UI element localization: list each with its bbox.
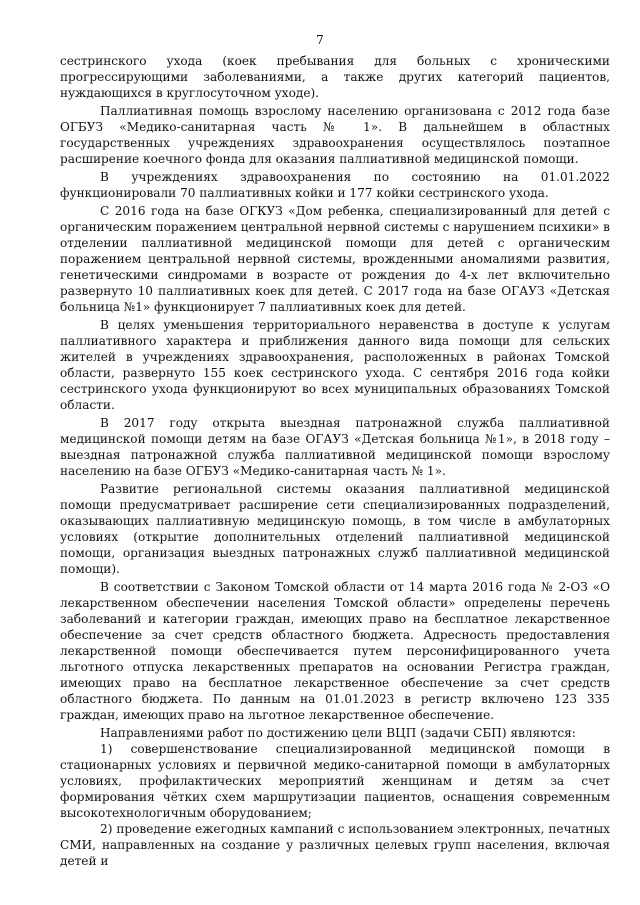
paragraph-work-directions: Направлениями работ по достижению цели ВЦП (задачи СБП) являются: [100, 726, 576, 740]
paragraph-outreach-service: В 2017 году открыта выездная патронажной служба паллиативной медицинской помощи детям на базе ОГАУЗ «Детская больница №1», в 2018 году – выездная патронажной служба паллиативной медицинской помощи взрослому населению на базе ОГБУЗ «Медико-санитарная часть № 1». [60, 416, 610, 478]
paragraph-regional-development: Развитие региональной системы оказания паллиативной медицинской помощи предусматривает расширение сети специализированных подразделений, оказывающих паллиативную медицинскую помощь, в том числе в амбулаторных условиях (открытие дополнительных отделений паллиативной медицинской помощи, организация выездных патронажных служб паллиативной медицинской помощи). [60, 482, 610, 576]
list-item-2: 2) проведение ежегодных кампаний с использованием электронных, печатных СМИ, направленных на создание у различных целевых групп населения, включая детей и [60, 822, 610, 868]
document-body [60, 53, 610, 869]
paragraph-continuation: сестринского ухода (коек пребывания для больных с хроническими прогрессирующими заболеваниями, а также других категорий пациентов, нуждающихся в круглосуточном уходе). [60, 54, 610, 100]
list-item-1: 1) совершенствование специализированной медицинской помощи в стационарных условиях и первичной медико-санитарной помощи в амбулаторных условиях, профилактических мероприятий женщинам и детям за счет формирования чётких схем маршрутизации пациентов, оснащения современным высокотехнологичным оборудованием; [60, 742, 610, 820]
paragraph-drug-provision-law: В соответствии с Законом Томской области от 14 марта 2016 года № 2-ОЗ «О лекарственном обеспечении населения Томской области» определены перечень заболеваний и категории граждан, имеющих право на бесплатное лекарственное обеспечение за счет средств областного бюджета. Адресность предоставления лекарственной помощи обеспечивается путем персонифицированного учета льготного отпуска лекарственных препаратов на основании Регистра граждан, имеющих право на бесплатное лекарственное обеспечение за счет средств областного бюджета. По данным на 01.01.2023 в регистр включено 123 335 граждан, имеющих право на льготное лекарственное обеспечение. [60, 580, 610, 722]
paragraph-beds-2022: В учреждениях здравоохранения по состоянию на 01.01.2022 функционировали 70 паллиативных койки и 177 койки сестринского ухода. [60, 170, 610, 200]
page-number: 7 [316, 33, 324, 47]
paragraph-palliative-adults: Паллиативная помощь взрослому населению организована с 2012 года базе ОГБУЗ «Медико-санитарная часть № 1». В дальнейшем в областных государственных учреждениях здравоохранения осуществлялось поэтапное расширение коечного фонда для оказания паллиативной медицинской помощи. [60, 104, 610, 166]
paragraph-children-home: С 2016 года на базе ОГКУЗ «Дом ребенка, специализированный для детей с органическим поражением центральной нервной системы с нарушением психики» в отделении паллиативной медицинской помощи для детей с органическим поражением центральной нервной системы, врожденными аномалиями развития, генетическими синдромами в возрасте от рождения до 4-х лет включительно развернуто 10 паллиативных коек для детей. С 2017 года на базе ОГАУЗ «Детская больница №1» функционирует 7 паллиативных коек для детей. [60, 204, 610, 314]
paragraph-territorial-inequality: В целях уменьшения территориального неравенства в доступе к услугам паллиативного характера и приближения данного вида помощи для сельских жителей в учреждениях здравоохранения, расположенных в районах Томской области, развернуто 155 коек сестринского ухода. С сентября 2016 года койки сестринского ухода функционируют во всех муниципальных образованиях Томской области. [60, 318, 610, 412]
